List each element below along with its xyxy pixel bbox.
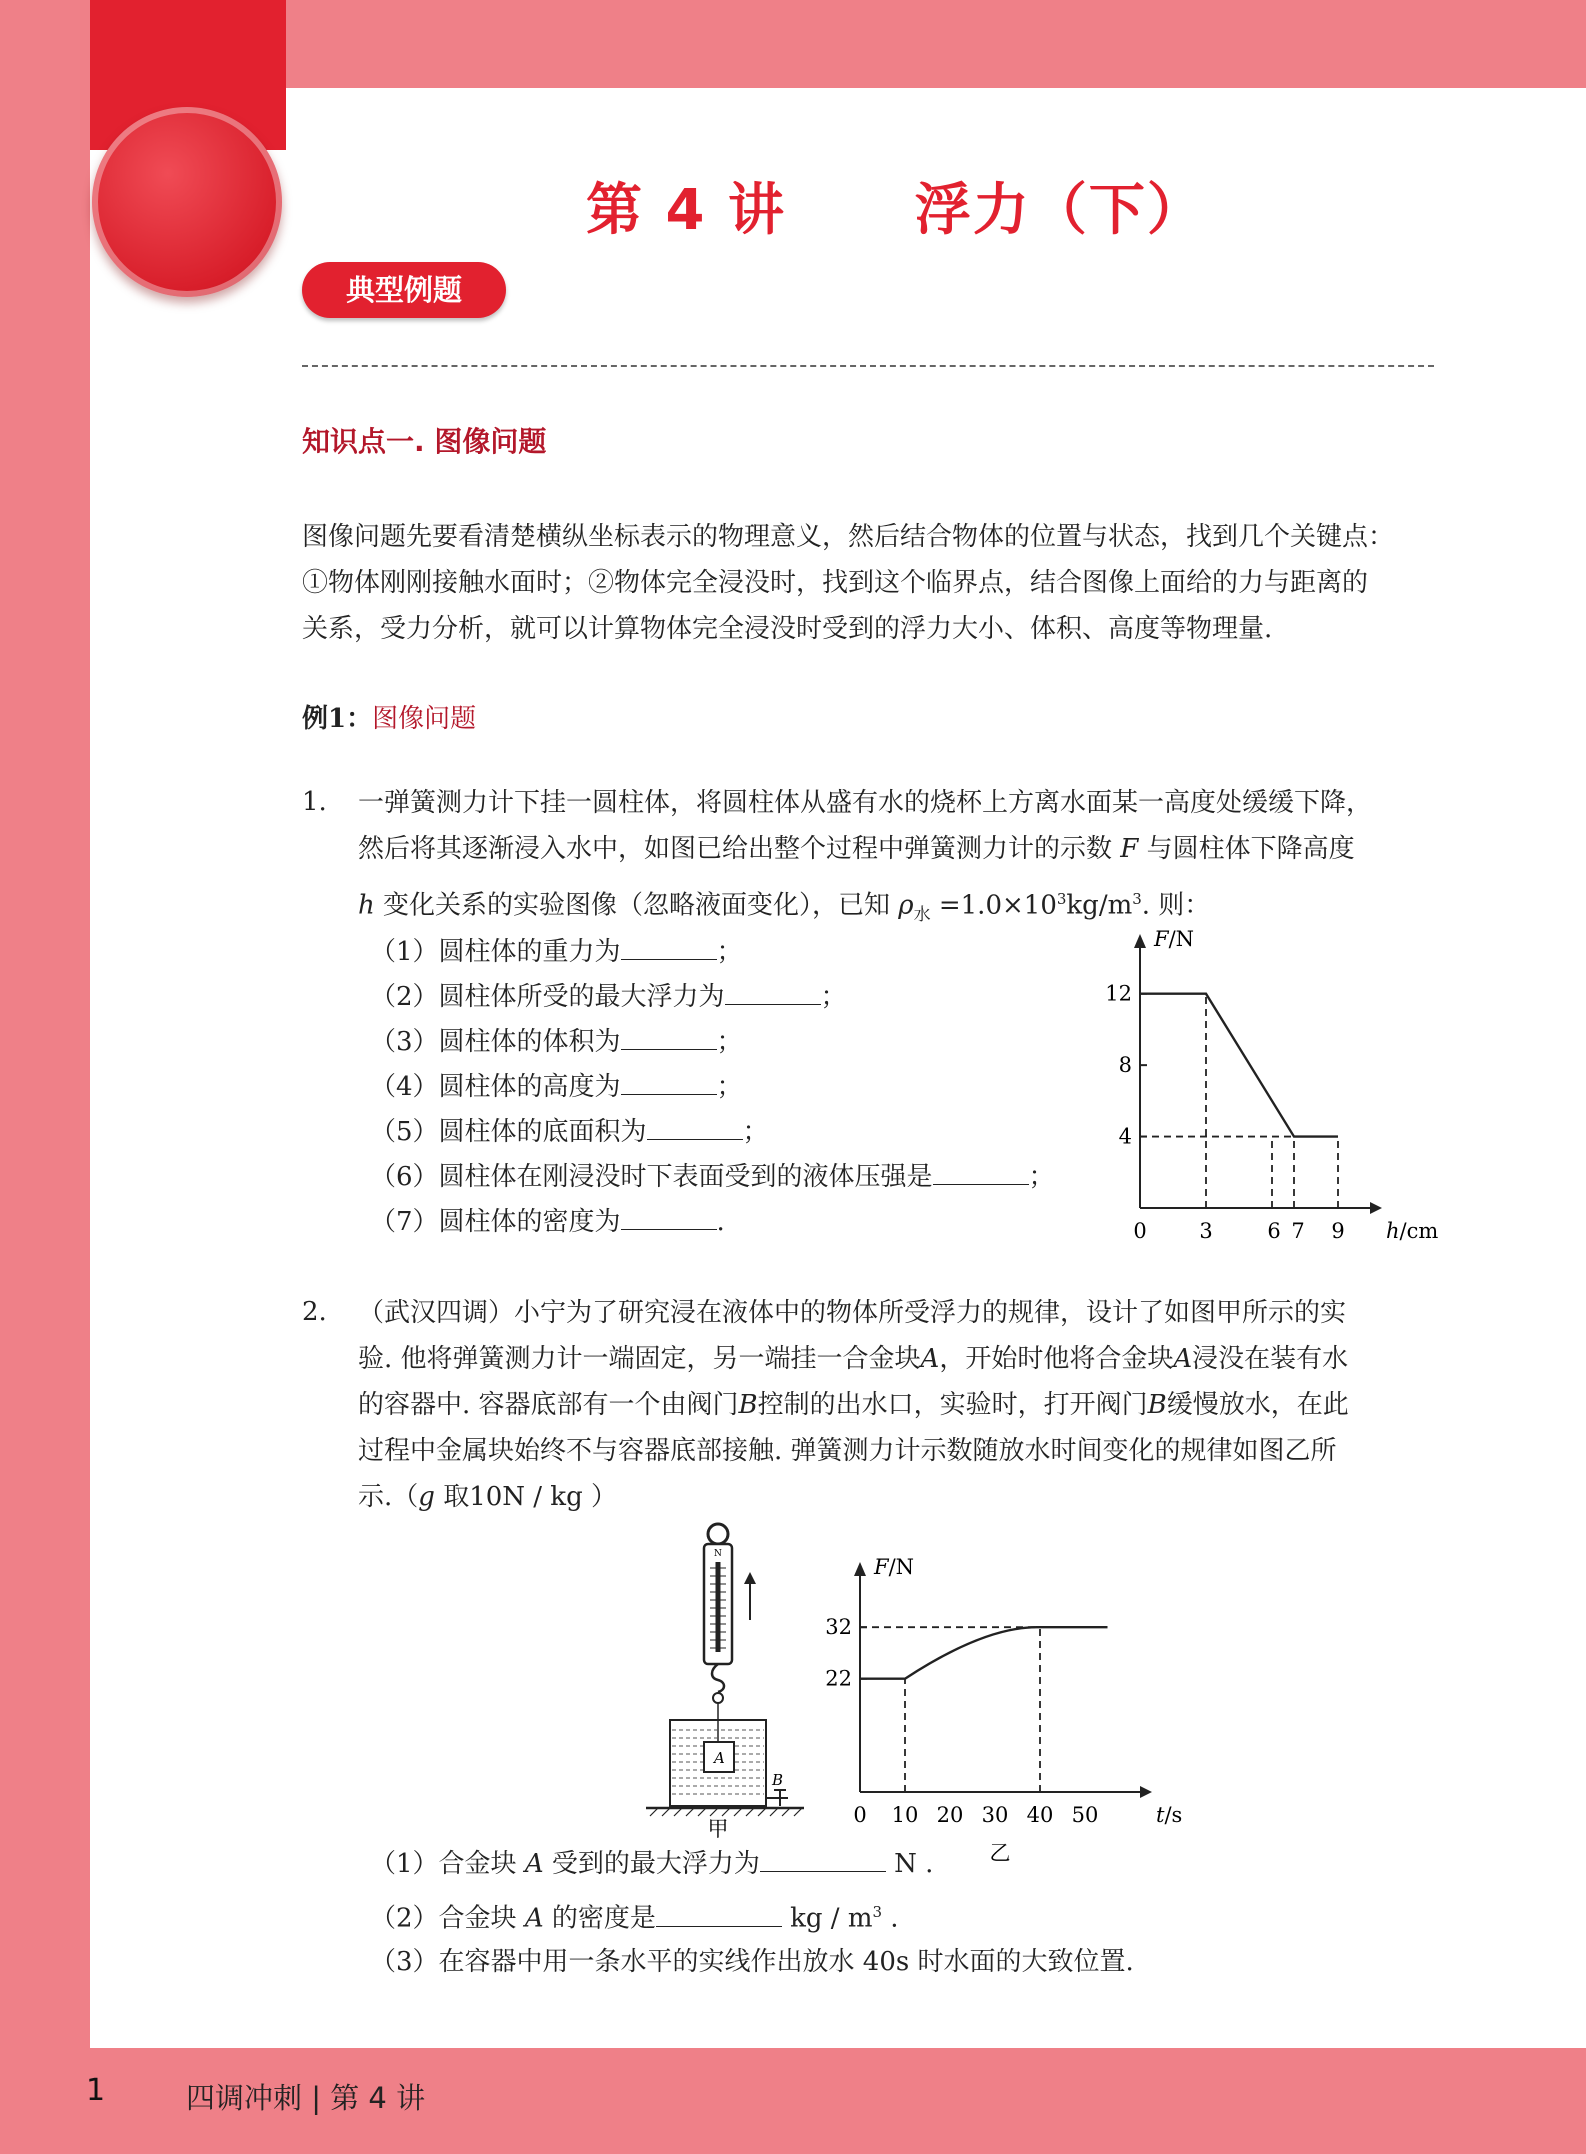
decorative-circle-badge	[92, 107, 282, 297]
answer-blank[interactable]	[647, 1115, 743, 1140]
q1-line-3-tail: . 则：	[1141, 890, 1211, 921]
var-h: h	[358, 890, 375, 921]
q1-sub-1: （1）圆柱体的重力为 ；	[370, 937, 743, 967]
x-tick-label: 30	[981, 1803, 1009, 1827]
y-tick-label: 22	[825, 1666, 852, 1691]
hook-link	[713, 1693, 723, 1703]
answer-blank[interactable]	[621, 935, 717, 960]
figure-caption-jia: 甲	[707, 1817, 729, 1841]
answer-blank[interactable]	[933, 1160, 1029, 1185]
hook-ring	[708, 1524, 728, 1544]
intro-line-3: 关系，受力分析，就可以计算物体完全浸没时受到的浮力大小、体积、高度等物理量.	[302, 614, 1273, 644]
x-tick-label: 10	[891, 1803, 919, 1827]
intro-line-2: ①物体刚刚接触水面时；②物体完全浸没时，找到这个临界点，结合图像上面给的力与距离的	[302, 568, 1369, 598]
q1-sub-3: （3）圆柱体的体积为 ；	[370, 1027, 743, 1057]
question-1-line-1: 一弹簧测力计下挂一圆柱体，将圆柱体从盛有水的烧杯上方离水面某一高度处缓缓下降，	[358, 788, 1373, 818]
page-number: 1	[86, 2073, 106, 2108]
y-axis-title: F/N	[1154, 927, 1195, 951]
var-A: A	[1173, 1344, 1193, 1374]
series-line	[860, 1627, 1108, 1679]
q1-line-2-tail: 与圆柱体下降高度	[1146, 834, 1355, 864]
q2-sub-2: （2）合金块 A 的密度是 kg / $m^3$ .	[370, 1903, 899, 1934]
force-vs-time-chart	[825, 1555, 1183, 1865]
q1-line-3-text: 变化关系的实验图像（忽略液面变化），已知	[383, 890, 891, 921]
q1-line-2-text: 然后将其逐渐浸入水中，如图已给出整个过程中弹簧测力计的示数	[358, 834, 1113, 864]
spring-scale-apparatus-figure	[640, 1520, 820, 1840]
question-1-line-2	[358, 826, 1438, 872]
question-2-line-2: 验. 他将弹簧测力计一端固定，另一端挂一合金块A，开始时他将合金块A浸没在装有水	[358, 1344, 1349, 1374]
left-frame-band	[0, 0, 90, 2154]
example-heading	[302, 698, 476, 735]
x-axis-title: h/cm	[1386, 1219, 1439, 1243]
var-F: F	[1120, 834, 1139, 864]
density-unit: kg/m	[1066, 890, 1133, 921]
x-tick-label: 0	[1133, 1219, 1147, 1243]
q2-sub-3: （3）在容器中用一条水平的实线作出放水 40s 时水面的大致位置.	[370, 1947, 1134, 1977]
answer-blank[interactable]	[760, 1847, 886, 1872]
y-axis-title: F/N	[874, 1555, 915, 1579]
question-2-line-5: 示.（g 取10N / kg ）	[358, 1482, 617, 1512]
var-g: g	[418, 1482, 435, 1512]
var-B: B	[1147, 1390, 1167, 1420]
dashed-divider	[302, 365, 1434, 367]
question-2-number: 2.	[302, 1297, 327, 1327]
density-unit-exponent: 3	[1132, 890, 1142, 908]
example-title: 图像问题	[372, 704, 477, 734]
section-pill-label: 典型例题	[302, 262, 506, 318]
q1-sub-5: （5）圆柱体的底面积为 ；	[370, 1117, 769, 1147]
y-tick-label: 8	[1118, 1053, 1132, 1078]
footer-label: 四调冲刺 | 第 4 讲	[186, 2081, 426, 2115]
block-label-a: A	[714, 1749, 725, 1767]
answer-blank[interactable]	[725, 980, 821, 1005]
x-tick-label: 9	[1331, 1219, 1345, 1243]
answer-blank[interactable]	[621, 1025, 717, 1050]
density-value: =1.0×10	[938, 890, 1057, 921]
force-vs-height-chart	[1090, 927, 1450, 1250]
var-B: B	[738, 1390, 758, 1420]
arrowhead-icon	[744, 1572, 756, 1584]
question-2-line-3: 的容器中. 容器底部有一个由阀门B控制的出水口，实验时，打开阀门B缓慢放水，在此	[358, 1390, 1349, 1420]
scale-unit-label: N	[714, 1549, 722, 1559]
x-axis-title: t/s	[1156, 1803, 1183, 1827]
example-label: 例1：	[302, 704, 373, 734]
x-tick-label: 0	[853, 1803, 867, 1827]
rho-subscript: 水	[913, 904, 931, 925]
question-2-line-1: （武汉四调）小宁为了研究浸在液体中的物体所受浮力的规律，设计了如图甲所示的实	[358, 1298, 1347, 1328]
x-tick-label: 50	[1071, 1803, 1099, 1827]
y-tick-label: 32	[825, 1615, 852, 1640]
x-tick-label: 6	[1267, 1219, 1281, 1243]
series-line	[1140, 994, 1338, 1137]
x-tick-label: 3	[1199, 1219, 1213, 1243]
y-axis-arrow-icon	[854, 1562, 866, 1576]
answer-blank[interactable]	[621, 1205, 717, 1230]
y-tick-label: 12	[1105, 981, 1132, 1006]
x-tick-label: 20	[936, 1803, 964, 1827]
density-exponent: 3	[1056, 890, 1067, 908]
question-1-line-3	[358, 876, 1438, 938]
intro-line-1: 图像问题先要看清楚横纵坐标表示的物理意义，然后结合物体的位置与状态，找到几个关键点：	[302, 522, 1395, 552]
question-1-number: 1.	[302, 787, 327, 817]
q1-sub-4: （4）圆柱体的高度为 ；	[370, 1072, 743, 1102]
y-axis-arrow-icon	[1134, 934, 1146, 948]
q1-sub-6: （6）圆柱体在刚浸没时下表面受到的液体压强是 ；	[370, 1162, 1055, 1192]
var-A: A	[920, 1344, 940, 1374]
x-tick-label: 7	[1291, 1219, 1305, 1243]
answer-blank[interactable]	[621, 1070, 717, 1095]
y-tick-label: 4	[1118, 1124, 1132, 1149]
answer-blank[interactable]	[656, 1902, 782, 1927]
rho-symbol: ρ	[898, 890, 914, 921]
hook	[712, 1664, 724, 1692]
page-title: 第 4 讲 浮力（下）	[586, 178, 1205, 243]
x-axis-arrow-icon	[1140, 1786, 1152, 1798]
q1-sub-7: （7）圆柱体的密度为 .	[370, 1207, 725, 1237]
x-axis-arrow-icon	[1370, 1202, 1382, 1214]
valve-label-b: B	[772, 1771, 784, 1789]
x-tick-label: 40	[1026, 1803, 1054, 1827]
question-2-line-4: 过程中金属块始终不与容器底部接触. 弹簧测力计示数随放水时间变化的规律如图乙所	[358, 1436, 1337, 1466]
q1-sub-2: （2）圆柱体所受的最大浮力为 ；	[370, 982, 847, 1012]
chart-caption: 乙	[989, 1841, 1011, 1865]
q2-sub-1: （1）合金块 A 受到的最大浮力为 N .	[370, 1849, 934, 1879]
knowledge-point-heading: 知识点一. 图像问题	[302, 425, 547, 458]
